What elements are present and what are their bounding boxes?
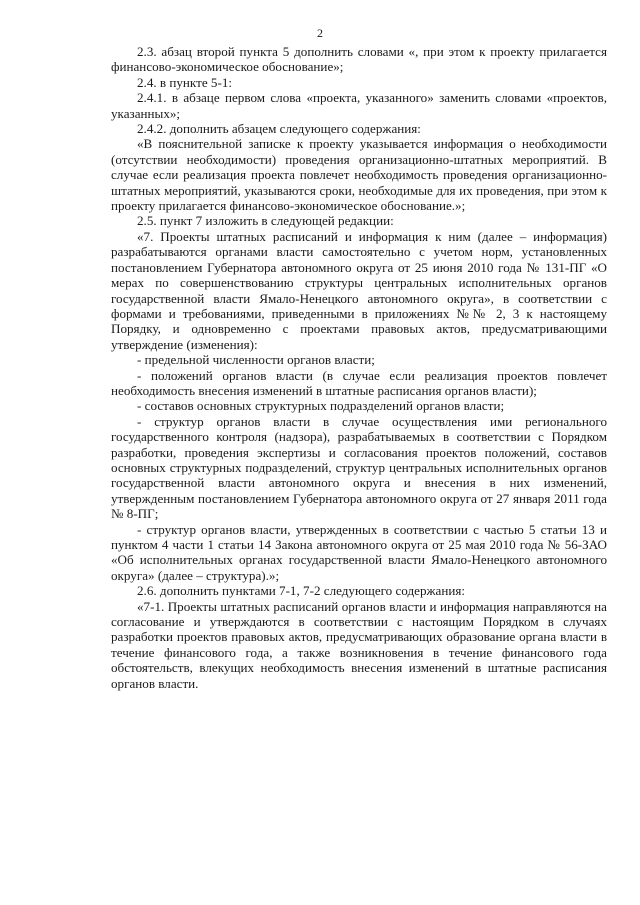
- page-number: 2: [317, 26, 323, 40]
- paragraph-2-4: 2.4. в пункте 5-1:: [137, 74, 233, 90]
- paragraph-explanatory-note: «В пояснительной записке к проекту указывается информация о необходимости (отсутствии необходимости) проведения организационно-штатных мероприятий. В случае если реализация проекта повлечет необходимость проведения организационно-штатных мероприятий, указываются сроки, необходимые для их проведения, при этом к проекту прилагается финансово-экономическое обоснование.»;: [111, 136, 607, 214]
- list-item-regulations: - положений органов власти (в случае если реализация проектов повлечет необходимость внесения изменений в штатные расписания органов власти);: [111, 367, 607, 398]
- paragraph-item-7: «7. Проекты штатных расписаний и информация к ним (далее – информация) разрабатываются органами власти самостоятельно с учетом норм, установленных постановлением Губернатора автономного округа от 25 июня 2010 года № 131-ПГ «О мерах по совершенствованию структуры центральных исполнительных органов государственной власти Ямало-Ненецкого автономного округа», в соответствии с формами и требованиями, приведенными в приложениях №№ 2, 3 к настоящему Порядку, и одновременно с проектами правовых актов, предусматривающими утверждение (изменения):: [111, 228, 607, 352]
- paragraph-2-3: 2.3. абзац второй пункта 5 дополнить словами «, при этом к проекту прилагается финансово-экономическое обоснование»;: [111, 44, 607, 75]
- paragraph-2-4-1: 2.4.1. в абзаце первом слова «проекта, указанного» заменить словами «проектов, указанных»;: [111, 90, 607, 121]
- document-body: [111, 44, 607, 691]
- list-item-compositions: - составов основных структурных подразделений органов власти;: [137, 398, 505, 414]
- list-item-structures-control: - структур органов власти в случае осуществления ими регионального государственного контроля (надзора), разрабатываемых в соответствии с Порядком разработки, проведения экспертизы и согласования проектов положений, составов основных структурных подразделений, структур центральных исполнительных органов государственной власти автономного округа и внесения в них изменений, утвержденным постановлением Губернатора автономного округа от 27 января 2011 года № 8-ПГ;: [111, 413, 607, 522]
- list-item-structures-law: - структур органов власти, утвержденных в соответствии с частью 5 статьи 13 и пунктом 4 части 1 статьи 14 Закона автономного округа от 25 мая 2010 года № 56-ЗАО «Об исполнительных органах государственной власти Ямало-Ненецкого автономного округа» (далее – структура).»;: [111, 521, 607, 583]
- paragraph-2-6: 2.6. дополнить пунктами 7-1, 7-2 следующего содержания:: [137, 583, 466, 599]
- paragraph-2-5: 2.5. пункт 7 изложить в следующей редакции:: [137, 213, 394, 229]
- list-item-headcount: - предельной численности органов власти;: [137, 352, 375, 368]
- paragraph-item-7-1: «7-1. Проекты штатных расписаний органов власти и информация направляются на согласование и утверждаются в соответствии с настоящим Порядком в случаях разработки проектов правовых актов, предусматривающих образование органа власти в течение финансового года, а также возникновения в течение финансового года обстоятельств, влекущих необходимость внесения изменений в штатные расписания органов власти.: [111, 598, 607, 691]
- paragraph-2-4-2: 2.4.2. дополнить абзацем следующего содержания:: [137, 121, 421, 137]
